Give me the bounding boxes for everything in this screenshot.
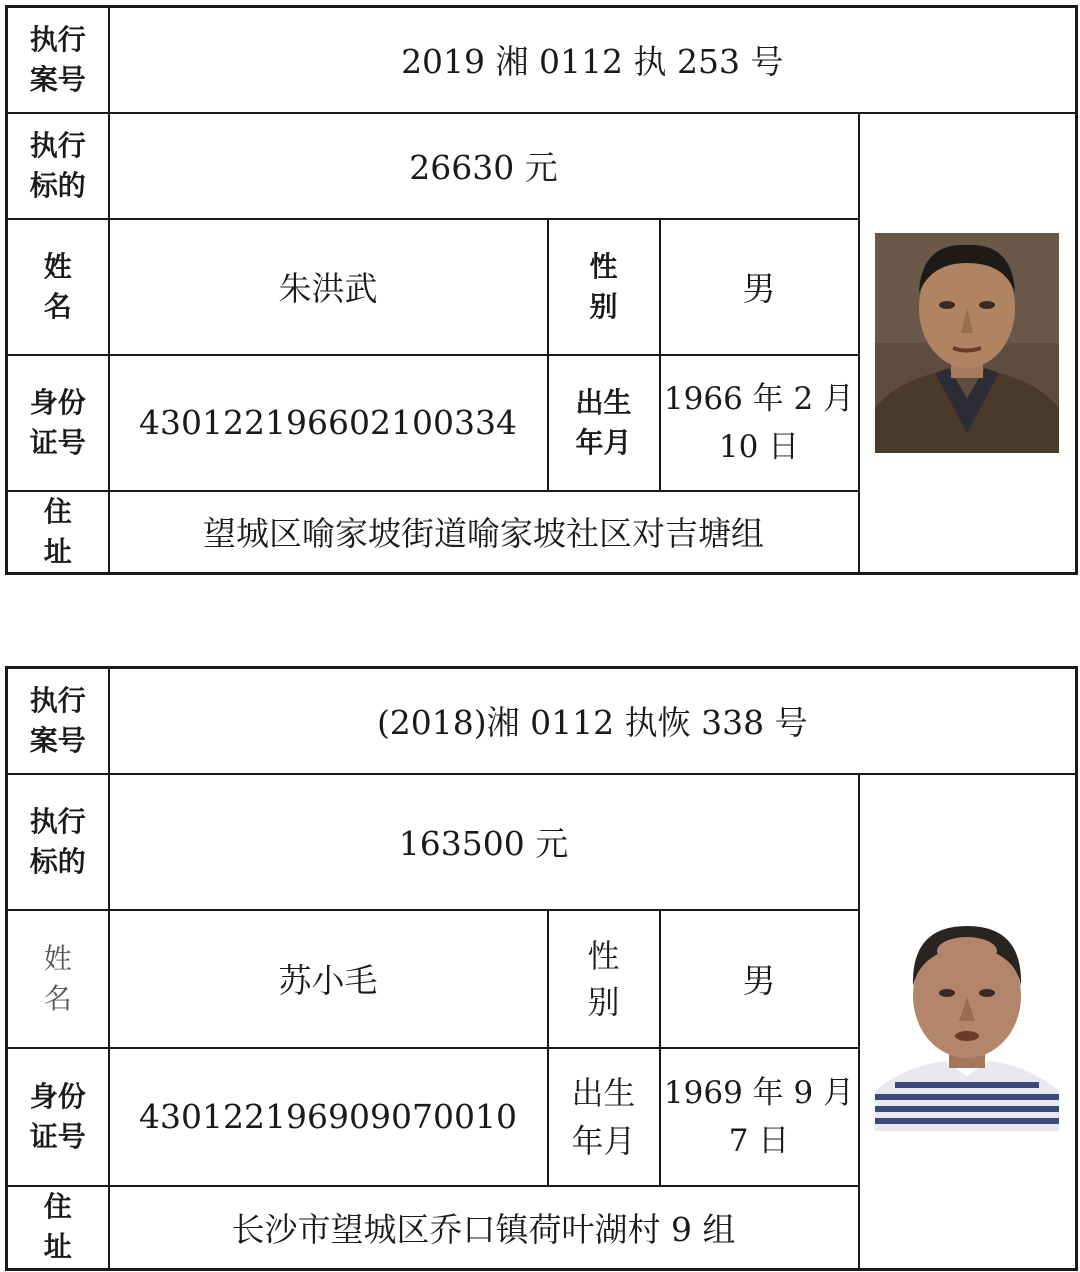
amount-value: 163500 元 [109, 774, 859, 910]
name-value: 朱洪武 [109, 219, 548, 355]
birth-value: 1969 年 9 月 7 日 [660, 1048, 859, 1186]
case-number-value: 2019 湘 0112 执 253 号 [109, 7, 1077, 113]
name-value: 苏小毛 [109, 910, 548, 1048]
portrait-photo [875, 911, 1059, 1131]
amount-label: 执行 标的 [7, 113, 109, 219]
record-card-1 [5, 5, 1075, 569]
portrait-photo [875, 233, 1059, 453]
address-value: 长沙市望城区乔口镇荷叶湖村 9 组 [109, 1186, 859, 1270]
address-value: 望城区喻家坡街道喻家坡社区对吉塘组 [109, 491, 859, 574]
gender-value: 男 [660, 910, 859, 1048]
amount-value: 26630 元 [109, 113, 859, 219]
id-label: 身份 证号 [7, 1048, 109, 1186]
gender-value: 男 [660, 219, 859, 355]
id-value: 430122196602100334 [109, 355, 548, 491]
case-number-label: 执行 案号 [7, 668, 109, 774]
amount-label: 执行 标的 [7, 774, 109, 910]
name-label: 姓 名 [7, 910, 109, 1048]
record-table [5, 666, 1078, 1271]
address-label: 住 址 [7, 1186, 109, 1270]
photo-cell [859, 113, 1077, 574]
gender-label: 性 别 [548, 219, 660, 355]
birth-label: 出生 年月 [548, 1048, 660, 1186]
case-number-value: (2018)湘 0112 执恢 338 号 [109, 668, 1077, 774]
record-card-2 [5, 666, 1075, 1268]
record-table [5, 5, 1078, 575]
birth-value: 1966 年 2 月 10 日 [660, 355, 859, 491]
name-label: 姓 名 [7, 219, 109, 355]
gender-label: 性 别 [548, 910, 660, 1048]
id-value: 430122196909070010 [109, 1048, 548, 1186]
photo-cell [859, 774, 1077, 1270]
id-label: 身份 证号 [7, 355, 109, 491]
birth-label: 出生 年月 [548, 355, 660, 491]
address-label: 住 址 [7, 491, 109, 574]
case-number-label: 执行 案号 [7, 7, 109, 113]
